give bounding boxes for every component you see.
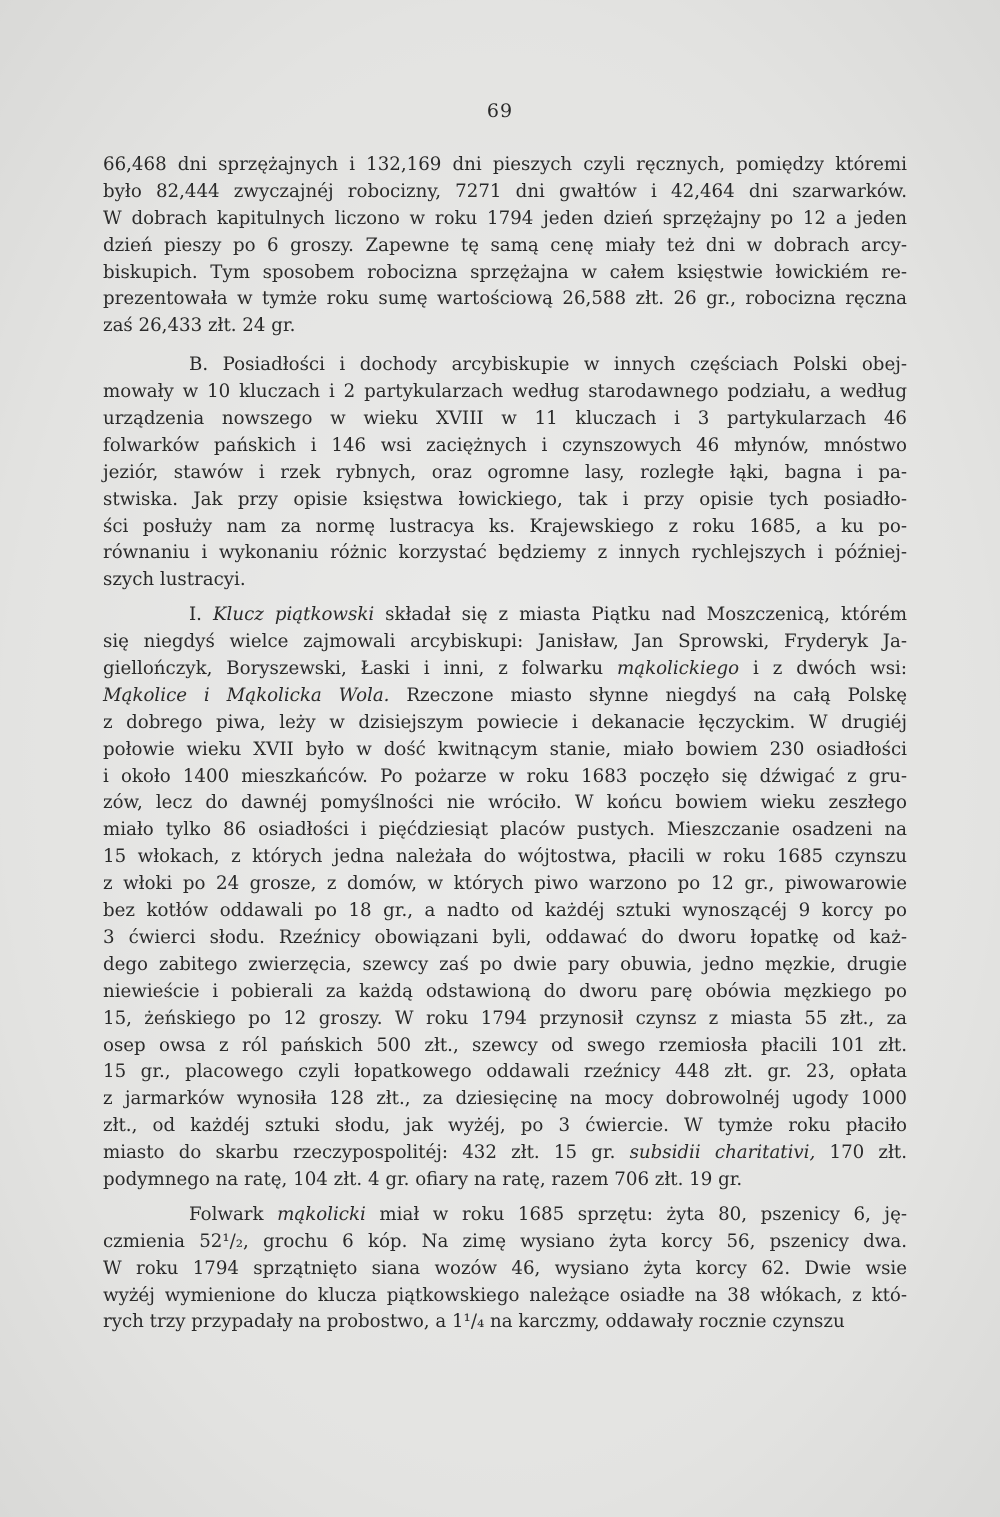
text-line (103, 313, 907, 340)
text-segment: zów, lecz do dawnéj pomyślności nie wróciło. W końcu bowiem wieku zeszłego (103, 792, 907, 814)
text-segment: 15, żeńskiego po 12 groszy. W roku 1794 przynosił czynsz z miasta 55 złt., za (103, 1007, 907, 1029)
text-line (103, 1229, 907, 1256)
text-line (103, 629, 907, 656)
text-line (103, 1309, 907, 1336)
text-segment: z włoki po 24 grosze, z domów, w których piwo warzono po 12 gr., piwowarowie (103, 873, 907, 895)
text-line (103, 844, 907, 871)
text-line (103, 817, 907, 844)
text-segment: 15 włokach, z których jedna należała do wójtostwa, płacili w roku 1685 czynszu (103, 846, 907, 868)
text-segment: z dobrego piwa, leży w dzisiejszym powiecie i dekanacie łęczyckim. W drugiéj (103, 711, 907, 733)
text-line (103, 1006, 907, 1033)
text-segment: jeziór, stawów i rzek rybnych, oraz ogromne lasy, rozległe łąki, bagna i pa- (103, 461, 907, 483)
text-segment: miasto do skarbu rzeczypospolitéj: 432 złt. 15 gr. (103, 1142, 630, 1164)
text-segment: 66,468 dni sprzężajnych i 132,169 dni pieszych czyli ręcznych, pomiędzy któremi (103, 154, 907, 175)
text-line (103, 286, 907, 313)
text-line (103, 379, 907, 406)
paragraph-gap (103, 340, 907, 352)
text-segment: dego zabitego zwierzęcia, szewcy zaś po dwie pary obuwia, jedno męzkie, drugie (103, 953, 907, 975)
text-line (103, 764, 907, 791)
text-segment: W dobrach kapitulnych liczono w roku 1794 jeden dzień sprzężajny po 12 a jeden (103, 207, 907, 229)
text-segment: giellończyk, Boryszewski, Łaski i inni, z folwarku (103, 658, 617, 680)
italic-text: Mąkolice i Mąkolicka Wola. (103, 684, 390, 706)
text-line (103, 179, 907, 206)
text-segment: z jarmarków wynosiła 128 złt., za dziesięcinę na mocy dobrowolnéj ugody 1000 (103, 1088, 907, 1110)
text-segment: się niegdyś wielce zajmowali arcybiskupi: Janisław, Jan Sprowski, Fryderyk Ja- (103, 631, 907, 653)
text-line (103, 206, 907, 233)
paragraph (103, 1202, 907, 1336)
paragraph-gap (103, 1194, 907, 1202)
italic-text: Klucz piątkowski (212, 604, 375, 626)
text-segment: miał w roku 1685 sprzętu: żyta 80, pszenicy 6, ję- (365, 1203, 907, 1225)
italic-text: subsidii charitativi, (629, 1142, 816, 1164)
text-segment: B. Posiadłości i dochody arcybiskupie w innych częściach Polski obej- (189, 354, 907, 376)
text-line (103, 540, 907, 567)
text-line (103, 1086, 907, 1113)
text-segment: i około 1400 mieszkańców. Po pożarze w roku 1683 poczęło się dźwigać z gru- (103, 765, 907, 787)
text-line (103, 487, 907, 514)
text-line (103, 898, 907, 925)
text-line (103, 1202, 907, 1229)
text-segment: bez kotłów oddawali po 18 gr., a nadto od każdéj sztuki wynoszącéj 9 korcy po (103, 900, 907, 922)
text-segment: składał się z miasta Piątku nad Moszczenicą, którém (374, 604, 907, 626)
text-segment: niewieście i pobierali za każdą odstawioną do dworu parę obówia męzkiego po (103, 980, 907, 1002)
text-segment: mowały w 10 kluczach i 2 partykularzach według starodawnego podziału, a według (103, 381, 907, 403)
paragraph (103, 352, 907, 594)
text-segment: I. (189, 604, 213, 626)
text-line (103, 656, 907, 683)
text-line (103, 1256, 907, 1283)
text-segment: połowie wieku XVII było w dość kwitnącym stanie, miało bowiem 230 osiadłości (103, 738, 907, 760)
text-segment: podymnego na ratę, 104 złt. 4 gr. ofiary na ratę, razem 706 złt. 19 gr. (103, 1168, 743, 1190)
paragraph-gap (103, 594, 907, 602)
text-segment: prezentowała w tymże roku sumę wartościową 26,588 złt. 26 gr., robocizna ręczna (103, 288, 907, 310)
page-number: 69 (486, 100, 514, 122)
text-segment: równaniu i wykonaniu różnic korzystać będziemy z innych rychlejszych i później- (103, 542, 907, 564)
text-line (103, 260, 907, 287)
text-line (103, 233, 907, 260)
text-segment: czmienia 52¹/₂, grochu 6 kóp. Na zimę wysiano żyta korcy 56, pszenicy dwa. (103, 1230, 907, 1252)
text-segment: rych trzy przypadały na probostwo, a 1¹/₄ na karczmy, oddawały rocznie czynszu (103, 1311, 845, 1333)
text-segment: i z dwóch wsi: (739, 658, 908, 680)
text-line (103, 871, 907, 898)
text-segment: biskupich. Tym sposobem robocizna sprzężajna w całem księstwie łowickiém re- (103, 261, 907, 283)
text-line (103, 514, 907, 541)
text-segment: urządzenia nowszego w wieku XVIII w 11 kluczach i 3 partykularzach 46 (103, 408, 907, 430)
text-segment: 170 złt. (815, 1142, 907, 1164)
text-line (103, 737, 907, 764)
document-body (103, 152, 907, 1336)
text-line (103, 1140, 907, 1167)
text-line (103, 925, 907, 952)
text-line (103, 567, 907, 594)
text-segment: szych lustracyi. (103, 569, 246, 591)
text-line (103, 1167, 907, 1194)
text-line (103, 1033, 907, 1060)
paragraph (103, 152, 907, 340)
text-line (103, 952, 907, 979)
text-line (103, 1059, 907, 1086)
text-line (103, 152, 907, 179)
italic-text: mąkolickiego (616, 658, 740, 680)
text-line (103, 460, 907, 487)
text-segment: 15 gr., placowego czyli łopatkowego oddawali rzeźnicy 448 złt. gr. 23, opłata (103, 1061, 907, 1083)
text-segment: zaś 26,433 złt. 24 gr. (103, 315, 296, 337)
text-segment: W roku 1794 sprzątnięto siana wozów 46, wysiano żyta korcy 62. Dwie wsie (103, 1257, 907, 1279)
text-segment: dzień pieszy po 6 groszy. Zapewne tę samą cenę miały też dni w dobrach arcy- (103, 234, 907, 256)
text-line (103, 683, 907, 710)
text-segment: stwiska. Jak przy opisie księstwa łowickiego, tak i przy opisie tych posiadło- (103, 488, 907, 510)
text-segment: złt., od każdéj sztuki słodu, jak wyżéj, po 3 ćwiercie. W tymże roku płaciło (103, 1115, 907, 1137)
text-segment: Folwark (189, 1203, 278, 1225)
text-line (103, 710, 907, 737)
paragraph (103, 602, 907, 1194)
text-segment: miało tylko 86 osiadłości i pięćdziesiąt placów pustych. Mieszczanie osadzeni na (103, 819, 907, 841)
text-segment: było 82,444 zwyczajnéj robocizny, 7271 dni gwałtów i 42,464 dni szarwarków. (103, 180, 907, 202)
text-line (103, 602, 907, 629)
text-line (103, 790, 907, 817)
text-line (103, 406, 907, 433)
text-segment: 3 ćwierci słodu. Rzeźnicy obowiązani byli, oddawać do dworu łopatkę od każ- (103, 926, 907, 948)
text-segment: ści posłuży nam za normę lustracya ks. Krajewskiego z roku 1685, a ku po- (103, 515, 907, 537)
italic-text: mąkolicki (277, 1203, 366, 1225)
text-segment: Rzeczone miasto słynne niegdyś na całą Polskę (389, 684, 907, 706)
text-segment: wyżéj wymienione do klucza piątkowskiego należące osiadłe na 38 włókach, z któ- (103, 1284, 907, 1306)
text-segment: folwarków pańskich i 146 wsi zaciężnych i czynszowych 46 młynów, mnóstwo (103, 434, 907, 456)
text-line (103, 433, 907, 460)
text-line (103, 979, 907, 1006)
text-line (103, 1113, 907, 1140)
text-line (103, 1283, 907, 1310)
text-line (103, 352, 907, 379)
text-segment: osep owsa z ról pańskich 500 złt., szewcy od swego rzemiosła płacili 101 złt. (103, 1034, 907, 1056)
